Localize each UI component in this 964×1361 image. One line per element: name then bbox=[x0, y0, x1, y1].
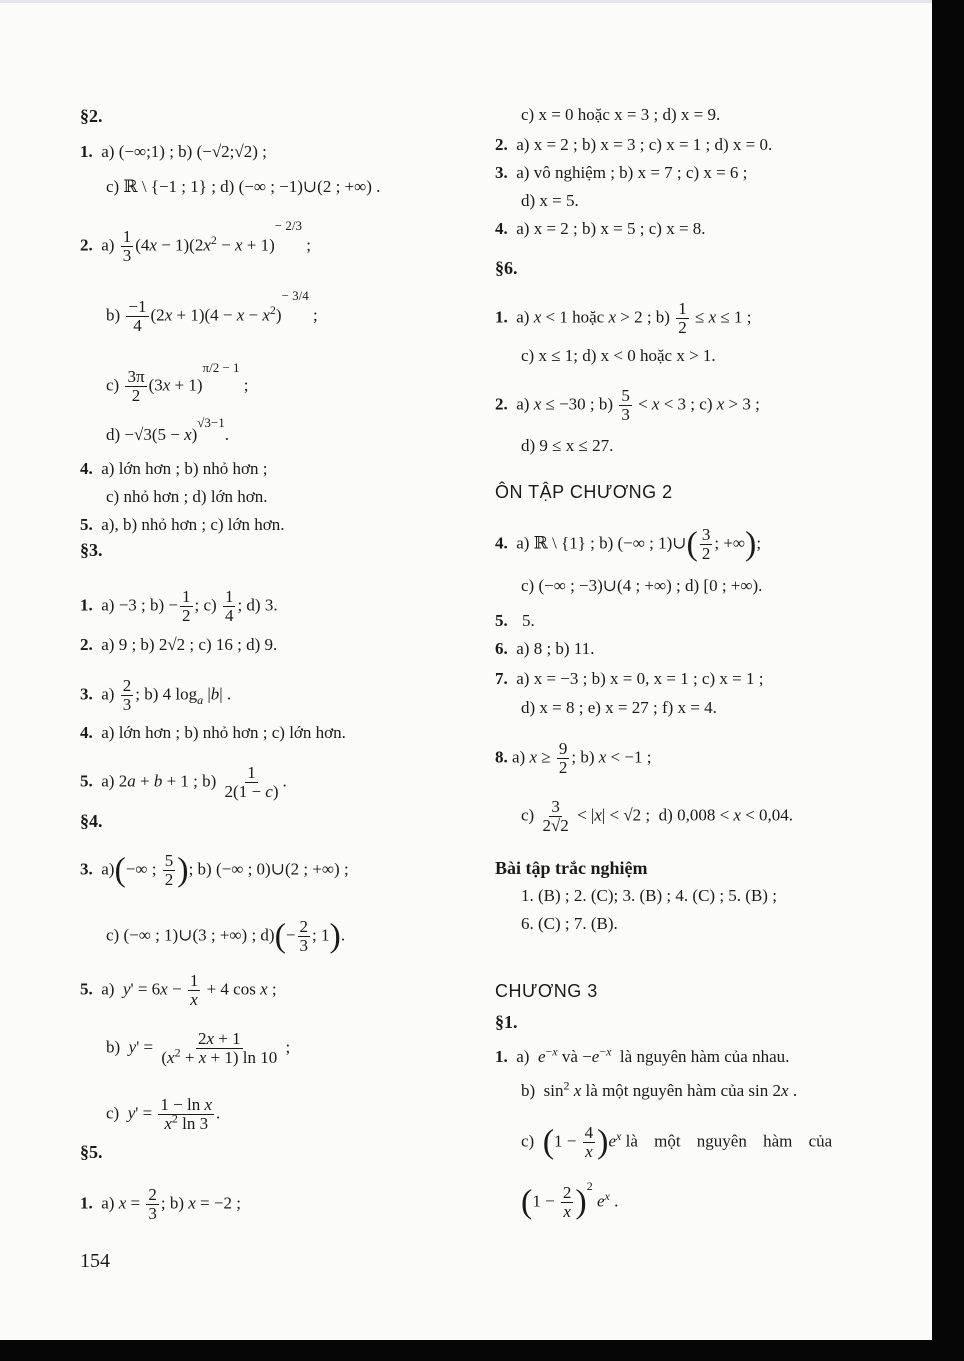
answer-text: a), b) nhỏ hơn ; c) lớn hơn. bbox=[101, 515, 285, 534]
chapter-heading: CHƯƠNG 3 bbox=[495, 981, 598, 1001]
answer-text: là một nguyên hàm của bbox=[585, 1081, 745, 1100]
answer-text: c) x = 0 hoặc x = 3 ; d) x = 9. bbox=[521, 105, 721, 124]
answer-line: c) y' = $\frac{\text{1 − ln x}}{x^2 \ln 3}$ . bbox=[106, 1095, 221, 1133]
answer-line: 1. a) x = $\frac{2}{3}$ ; b) x = −2 ; bbox=[80, 1185, 241, 1223]
answer-line: 1. a) x < 1 hoặc x > 2 ; b) $\frac{1}{2}$ ≤ x ≤ 1 ; bbox=[495, 299, 752, 337]
section-heading: §5. bbox=[80, 1142, 103, 1162]
scan-border-right bbox=[932, 0, 964, 1361]
answer-line: 5. a) y' = 6x − $\frac{1}{x}$ + 4 cos x ; bbox=[80, 971, 277, 1009]
answer-line: 2. a) 9 ; b) 2√2 ; c) 16 ; d) 9. bbox=[80, 635, 278, 654]
answer-line: c) $\frac{3}{2√2}$ < |x| < √2 ; d) 0,008 < x < 0,04. bbox=[521, 797, 794, 835]
answer-line: 3. a)(−∞ ; $\frac{5}{2}$ ); b) (−∞ ; 0)∪(2 ; +∞) ; bbox=[80, 851, 349, 889]
answer-line: 1. a) $e^{-x}$ và $-e^{-x}$ là nguyên hàm của nhau. bbox=[495, 1044, 790, 1066]
review-heading: ÔN TẬP CHƯƠNG 2 bbox=[495, 482, 673, 502]
answer-text: 5. bbox=[495, 611, 508, 630]
answer-text: c) x ≤ 1; d) x < 0 hoặc x > 1. bbox=[521, 346, 716, 365]
answer-line: 4. a) x = 2 ; b) x = 5 ; c) x = 8. bbox=[495, 219, 706, 238]
page-number: 154 bbox=[80, 1250, 110, 1272]
answer-text: a) x = 2 ; b) x = 3 ; c) x = 1 ; d) x = 0. bbox=[516, 135, 773, 154]
answer-text: là một nguyên hàm của bbox=[625, 1131, 833, 1151]
section-heading: Bài tập trắc nghiệm bbox=[495, 858, 648, 878]
answer-line: 8. a) x ≥ $\frac{9}{2}$ ; b) x < −1 ; bbox=[495, 739, 652, 777]
answer-line: b) y' = $\frac{2x + 1}{(x^2 + x + 1) \ln 10}$ ; bbox=[106, 1029, 291, 1067]
answer-text: c) (−∞ ; −3)∪(4 ; +∞) ; d) [0 ; +∞). bbox=[521, 576, 763, 595]
answer-line: 1. a) (−∞;1) ; b) (−√2;√2) ; bbox=[80, 142, 267, 161]
answer-line: c) (1 − $\frac{4}{x}$ )$e^x$ là một nguyên hàm của bbox=[521, 1123, 833, 1161]
answer-text: a) x = 2 ; b) x = 5 ; c) x = 8. bbox=[516, 219, 706, 238]
answer-text: c) ℝ \ {−1 ; 1} ; d) (−∞ ; −1)∪(2 ; +∞) . bbox=[106, 177, 381, 196]
answer-line: 2. a) x = 2 ; b) x = 3 ; c) x = 1 ; d) x = 0. bbox=[495, 135, 773, 154]
answer-text: a) (−∞;1) ; b) (−√2;√2) ; bbox=[101, 142, 267, 161]
answer-line: c) $\frac{3\pi}{2}$ $(3x + 1)^{\pi/2 - 1}$ ; bbox=[106, 359, 249, 405]
answer-text: là nguyên hàm của nhau. bbox=[619, 1047, 790, 1066]
top-edge bbox=[0, 0, 932, 3]
answer-line: 4. a) lớn hơn ; b) nhỏ hơn ; c) lớn hơn. bbox=[80, 723, 346, 742]
answer-text: d) x = 5. bbox=[521, 191, 579, 210]
answer-line: c) (−∞ ; 1)∪(3 ; +∞) ; d)(− $\frac{2}{3}$ ; 1). bbox=[106, 917, 346, 955]
answer-text: a) x = −3 ; b) x = 0, x = 1 ; c) x = 1 ; bbox=[516, 669, 764, 688]
answer-text: 6. (C) ; 7. (B). bbox=[521, 914, 618, 933]
answer-line: 6. a) 8 ; b) 11. bbox=[495, 639, 595, 658]
answer-line: 5. a), b) nhỏ hơn ; c) lớn hơn. bbox=[80, 515, 285, 534]
section-heading: §6. bbox=[495, 258, 518, 278]
answer-text: d) 9 ≤ x ≤ 27. bbox=[521, 436, 614, 455]
answer-line: (1 − $\frac{2}{x}$ )$^2$ $e^x$ . bbox=[521, 1178, 619, 1221]
section-heading: §2. bbox=[80, 106, 103, 126]
answer-line: 3. a) vô nghiệm ; b) x = 7 ; c) x = 6 ; bbox=[495, 163, 748, 182]
answer-line: 1. a) −3 ; b) − $\frac{1}{2}$ ; c) $\frac{1}{4}$ ; d) 3. bbox=[80, 587, 278, 625]
answer-text: a) 8 ; b) 11. bbox=[516, 639, 595, 658]
section-heading: §4. bbox=[80, 811, 103, 831]
section-heading: §1. bbox=[495, 1012, 518, 1032]
answer-line: 2. a) $\frac{1}{3}$ $(4x - 1)(2x^2 - x + 1)^{- 2/3}$ ; bbox=[80, 217, 311, 265]
answer-line: 4. a) ℝ \ {1} ; b) (−∞ ; 1)∪( $\frac{3}{2}$ ; +∞); bbox=[495, 525, 762, 563]
scan-border-bottom bbox=[0, 1340, 964, 1361]
answer-line: b) $\sin^2 x$ là một nguyên hàm của sin 2x . bbox=[521, 1078, 798, 1100]
answer-text: a) vô nghiệm ; b) x = 7 ; c) x = 6 ; bbox=[516, 163, 748, 182]
answer-text: a) lớn hơn ; b) nhỏ hơn ; bbox=[101, 459, 268, 478]
answer-line: $d) -√3(5 - x)^{√3-1}$. bbox=[106, 415, 230, 444]
answer-line: 5. a) 2a + b + 1 ; b) $\frac{1}{2(1 - c)}$ . bbox=[80, 763, 287, 801]
answer-text: 1. (B) ; 2. (C); 3. (B) ; 4. (C) ; 5. (B) ; bbox=[521, 886, 777, 905]
answer-text: a) lớn hơn ; b) nhỏ hơn ; c) lớn hơn. bbox=[101, 723, 346, 742]
answer-line: 7. a) x = −3 ; b) x = 0, x = 1 ; c) x = 1 ; bbox=[495, 669, 764, 688]
answer-line: 3. a) $\frac{2}{3}$ ; b) 4 $\log_a |b|$ . bbox=[80, 676, 232, 714]
answer-line: 4. a) lớn hơn ; b) nhỏ hơn ; bbox=[80, 459, 268, 478]
answer-line: 2. a) x ≤ −30 ; b) $\frac{5}{3}$ < x < 3 ; c) x > 3 ; bbox=[495, 386, 760, 424]
section-heading: §3. bbox=[80, 540, 103, 560]
answer-text: d) x = 8 ; e) x = 27 ; f) x = 4. bbox=[521, 698, 717, 717]
answer-text: a) 9 ; b) 2√2 ; c) 16 ; d) 9. bbox=[101, 635, 278, 654]
answer-line: b) $\frac{-1}{4}$ $(2x + 1)(4 - x - x^2)^{- 3/4}$ ; bbox=[106, 287, 318, 335]
answer-text: 5. bbox=[522, 611, 535, 630]
answer-text: c) nhỏ hơn ; d) lớn hơn. bbox=[106, 487, 268, 506]
